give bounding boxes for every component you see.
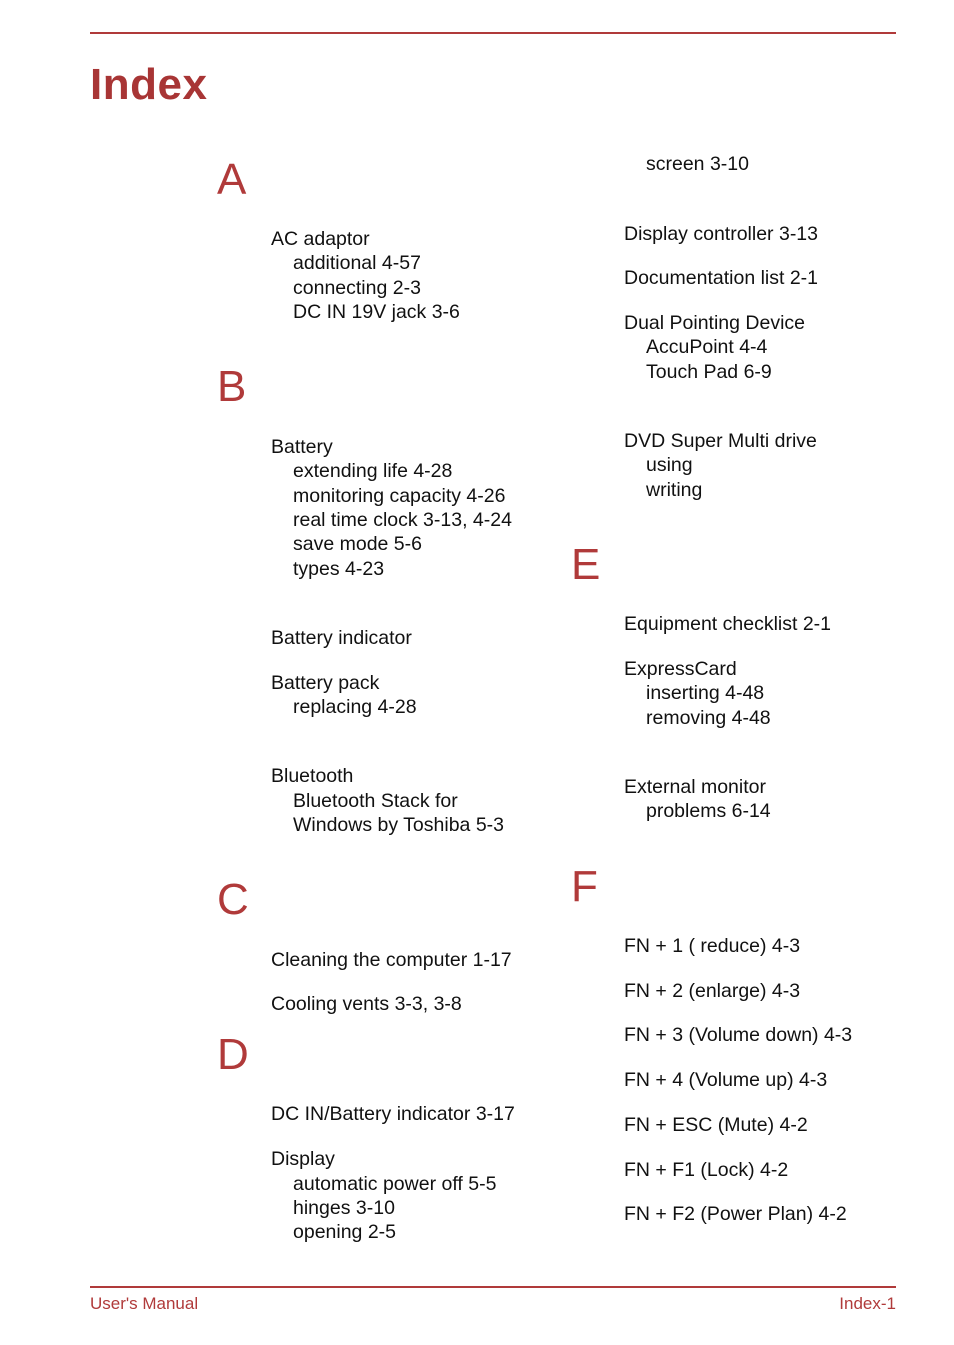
section-letter-e: E <box>571 540 601 589</box>
index-term: ExpressCard <box>624 658 737 680</box>
index-subterm: removing 4-48 <box>646 707 771 729</box>
index-subterm: real time clock 3-13, 4-24 <box>293 509 512 531</box>
index-term: DC IN/Battery indicator 3-17 <box>271 1103 515 1125</box>
index-subterm: Touch Pad 6-9 <box>646 361 772 383</box>
page-title: Index <box>90 60 208 109</box>
index-subterm: extending life 4-28 <box>293 460 453 482</box>
footer-manual-name: User's Manual <box>90 1294 199 1313</box>
index-term: DVD Super Multi drive <box>624 430 817 452</box>
index-subterm: using <box>646 454 693 476</box>
index-term: Documentation list 2-1 <box>624 267 819 289</box>
index-term: Display controller 3-13 <box>624 223 819 245</box>
footer-page-number: Index-1 <box>839 1294 896 1313</box>
bottom-rule <box>90 1286 896 1288</box>
index-term: AC adaptor <box>271 228 370 250</box>
index-subterm: AccuPoint 4-4 <box>646 336 768 358</box>
index-subterm: Bluetooth Stack for <box>293 790 458 812</box>
index-subterm: hinges 3-10 <box>293 1197 395 1219</box>
index-subterm: types 4-23 <box>293 558 385 580</box>
index-term: Bluetooth <box>271 765 354 787</box>
index-term: FN + 2 (enlarge) 4-3 <box>624 980 801 1002</box>
section-letter-a: A <box>217 155 247 204</box>
index-subterm: opening 2-5 <box>293 1221 397 1243</box>
index-term: FN + 4 (Volume up) 4-3 <box>624 1069 828 1091</box>
section-letter-b: B <box>217 362 247 411</box>
index-subterm: Windows by Toshiba 5-3 <box>293 814 504 836</box>
index-term: FN + 3 (Volume down) 4-3 <box>624 1024 853 1046</box>
section-letter-f: F <box>571 862 598 911</box>
index-subterm: additional 4-57 <box>293 252 421 274</box>
index-subterm: save mode 5-6 <box>293 533 422 555</box>
index-term: External monitor <box>624 776 766 798</box>
index-term: FN + F1 (Lock) 4-2 <box>624 1159 789 1181</box>
index-term: FN + F2 (Power Plan) 4-2 <box>624 1203 847 1225</box>
index-term: FN + ESC (Mute) 4-2 <box>624 1114 808 1136</box>
index-term: Cleaning the computer 1-17 <box>271 949 512 971</box>
index-subterm: writing <box>646 479 703 501</box>
index-term: Display <box>271 1148 335 1170</box>
index-subterm: connecting 2-3 <box>293 277 421 299</box>
index-subterm: inserting 4-48 <box>646 682 765 704</box>
index-term: Equipment checklist 2-1 <box>624 613 832 635</box>
index-term: Cooling vents 3-3, 3-8 <box>271 993 462 1015</box>
index-subterm: problems 6-14 <box>646 800 771 822</box>
section-letter-c: C <box>217 875 249 924</box>
index-term: Battery <box>271 436 333 458</box>
index-term: FN + 1 ( reduce) 4-3 <box>624 935 801 957</box>
index-subterm: monitoring capacity 4-26 <box>293 485 506 507</box>
index-term: Dual Pointing Device <box>624 312 806 334</box>
index-subterm: replacing 4-28 <box>293 696 417 718</box>
index-subterm: DC IN 19V jack 3-6 <box>293 301 460 323</box>
section-letter-d: D <box>217 1030 249 1079</box>
index-subterm: automatic power off 5-5 <box>293 1173 497 1195</box>
top-rule <box>90 32 896 34</box>
index-subterm: screen 3-10 <box>646 153 749 175</box>
index-term: Battery indicator <box>271 627 412 649</box>
index-term: Battery pack <box>271 672 380 694</box>
